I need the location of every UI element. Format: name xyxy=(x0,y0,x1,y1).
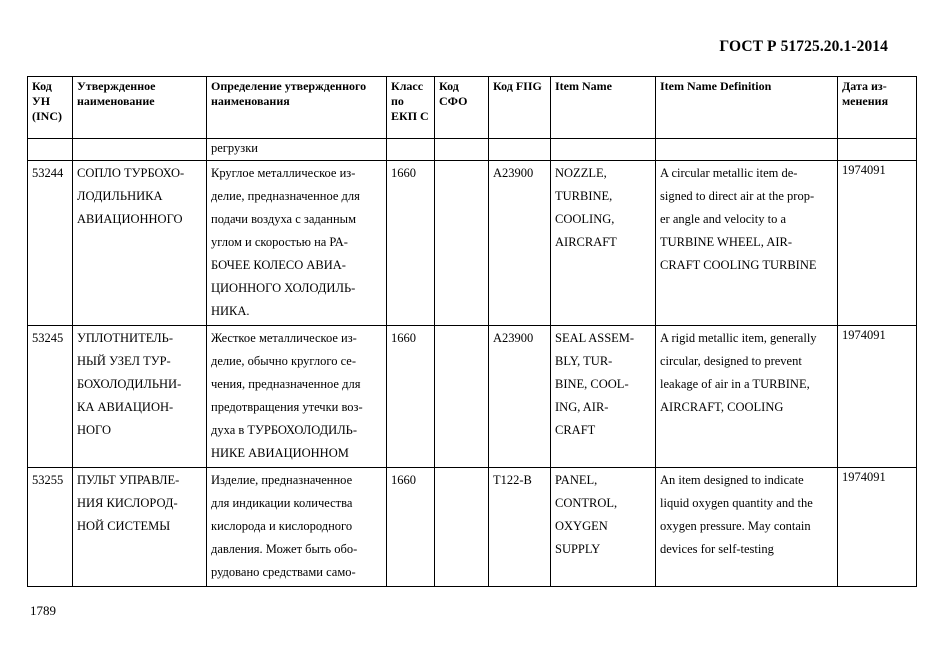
cell-item-definition: A circular metallic item de- signed to direct air at the prop- er angle and velocity to a TURBINE WHEEL, AIR- CRAFT COOLING TURBINE xyxy=(656,161,838,326)
cell-item-name: NOZZLE, TURBINE, COOLING, AIRCRAFT xyxy=(551,161,656,326)
column-header-change-date: Дата из- менения xyxy=(838,77,917,139)
cell-definition: Изделие, предназначенное для индикации количества кислорода и кислородного давления. Может быть обо- рудовано средствами само- xyxy=(207,468,387,587)
column-header-class: Класс по ЕКП С xyxy=(387,77,435,139)
table-row xyxy=(28,326,917,468)
cell-name xyxy=(73,139,207,161)
cell-definition: Круглое металлическое из- делие, предназначенное для подачи воздуха с заданным углом и скоростью на РА- БОЧЕЕ КОЛЕСО АВИА- ЦИОННОГО ХОЛОДИЛЬ- НИКА. xyxy=(207,161,387,326)
table-row xyxy=(28,468,917,587)
cell-class: 1660 xyxy=(387,161,435,326)
cell-name: УПЛОТНИТЕЛЬ- НЫЙ УЗЕЛ ТУР- БОХОЛОДИЛЬНИ- КА АВИАЦИОН- НОГО xyxy=(73,326,207,468)
cell-sfo xyxy=(435,326,489,468)
cell-item-name xyxy=(551,139,656,161)
table-row-continuation xyxy=(28,139,917,161)
cell-code: 53244 xyxy=(28,161,73,326)
cell-code: 53245 xyxy=(28,326,73,468)
page-number: 1789 xyxy=(30,603,56,618)
cell-code: 53255 xyxy=(28,468,73,587)
column-header-approved-name: Утвержденное наименование xyxy=(73,77,207,139)
column-header-item-name-definition: Item Name Definition xyxy=(656,77,838,139)
table-row xyxy=(28,161,917,326)
cell-definition: регрузки xyxy=(207,139,387,161)
column-header-fiig: Код FIIG xyxy=(489,77,551,139)
cell-sfo xyxy=(435,161,489,326)
table-header-row xyxy=(28,77,917,139)
cell-date: 1974091 xyxy=(838,326,917,468)
cell-fiig xyxy=(489,139,551,161)
cell-fiig: T122-B xyxy=(489,468,551,587)
specification-table xyxy=(27,76,917,587)
column-header-sfo: Код СФО xyxy=(435,77,489,139)
cell-date: 1974091 xyxy=(838,161,917,326)
cell-class xyxy=(387,139,435,161)
cell-item-definition: A rigid metallic item, generally circular, designed to prevent leakage of air in a TURBINE, AIRCRAFT, COOLING xyxy=(656,326,838,468)
cell-item-name: PANEL, CONTROL, OXYGEN SUPPLY xyxy=(551,468,656,587)
cell-class: 1660 xyxy=(387,468,435,587)
cell-item-definition: An item designed to indicate liquid oxygen quantity and the oxygen pressure. May contain devices for self-testing xyxy=(656,468,838,587)
cell-date: 1974091 xyxy=(838,468,917,587)
cell-definition: Жесткое металлическое из- делие, обычно круглого се- чения, предназначенное для предотвращения утечки воз- духа в ТУРБОХОЛОДИЛЬ- НИКЕ АВИАЦИОННОМ xyxy=(207,326,387,468)
cell-code xyxy=(28,139,73,161)
column-header-definition: Определение утвержденного наименования xyxy=(207,77,387,139)
column-header-item-name: Item Name xyxy=(551,77,656,139)
cell-fiig: A23900 xyxy=(489,161,551,326)
cell-name: ПУЛЬТ УПРАВЛЕ- НИЯ КИСЛОРОД- НОЙ СИСТЕМЫ xyxy=(73,468,207,587)
cell-date xyxy=(838,139,917,161)
column-header-code: Код УН (INC) xyxy=(28,77,73,139)
cell-sfo xyxy=(435,468,489,587)
cell-fiig: A23900 xyxy=(489,326,551,468)
cell-name: СОПЛО ТУРБОХО- ЛОДИЛЬНИКА АВИАЦИОННОГО xyxy=(73,161,207,326)
standard-code: ГОСТ Р 51725.20.1-2014 xyxy=(719,38,888,55)
cell-sfo xyxy=(435,139,489,161)
cell-item-definition xyxy=(656,139,838,161)
cell-class: 1660 xyxy=(387,326,435,468)
cell-item-name: SEAL ASSEM- BLY, TUR- BINE, COOL- ING, AIR- CRAFT xyxy=(551,326,656,468)
